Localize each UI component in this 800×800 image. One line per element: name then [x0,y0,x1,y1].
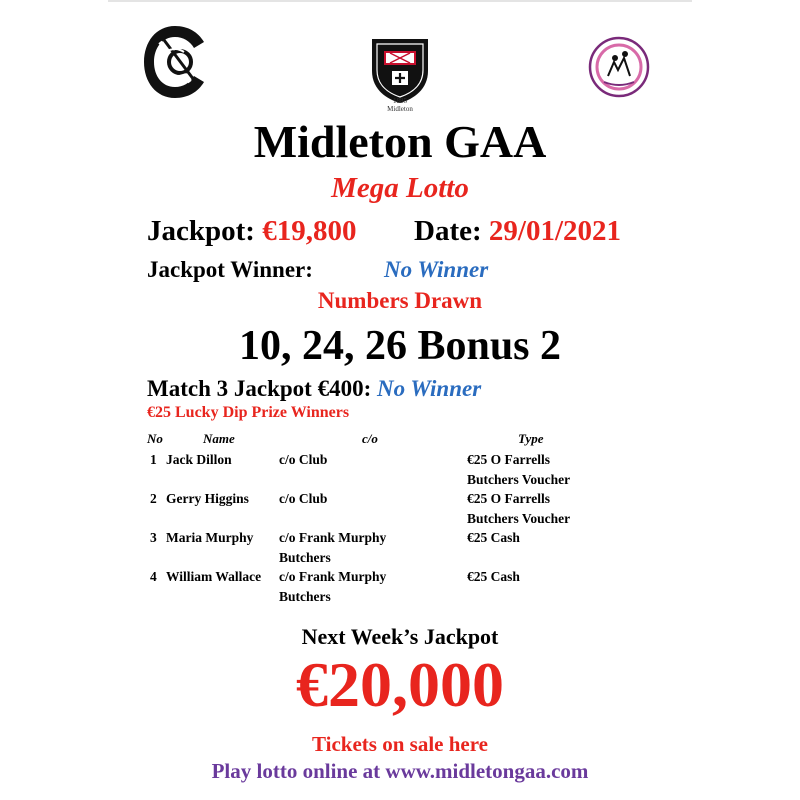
row-type [467,450,570,489]
row-co-line: c/o Frank Murphy [279,530,387,545]
camogie-club-badge [588,36,650,98]
tickets-text: Tickets on sale here [312,732,488,756]
row-type-line: €25 O Farrells [467,452,550,467]
camogie-association-logo [140,22,210,102]
match3-line [147,376,481,402]
col-header-name: Name [203,431,235,446]
crest-caption [366,97,434,113]
page-title: Midleton GAA [253,116,547,167]
row-type-line: Butchers Voucher [467,510,571,526]
jackpot-winner-label: Jackpot Winner: [147,257,313,282]
date-label: Date: [414,215,482,247]
row-co [279,489,327,509]
row-name: Jack Dillon [166,452,232,467]
row-type-line: €25 Cash [467,530,520,545]
col-header-type: Type [518,431,544,446]
row-type-line: Butchers Voucher [467,471,571,487]
match3-label: Match 3 Jackpot €400: [147,376,372,401]
crest-year: 1885 [393,97,407,105]
jackpot-line [147,215,356,248]
col-header-co: c/o [362,431,378,446]
row-type [467,567,520,587]
row-co-line: Butchers [279,588,331,604]
col-header-no: No [147,431,163,446]
row-no: 1 [150,452,157,467]
jackpot-label: Jackpot: [147,215,255,247]
row-co [279,450,327,470]
date-line [414,215,621,248]
row-no: 4 [150,569,157,584]
row-type-line: €25 Cash [467,569,520,584]
row-name: Maria Murphy [166,530,254,545]
row-name: Gerry Higgins [166,491,249,506]
row-type [467,528,520,548]
row-co-line: c/o Club [279,491,328,506]
numbers-drawn-value: 10, 24, 26 Bonus 2 [238,323,562,369]
crest-town: Midleton [387,105,413,113]
row-name: William Wallace [166,569,262,584]
next-week-amount: €20,000 [296,649,504,720]
row-co-line: Butchers [279,549,331,565]
match3-value: No Winner [376,376,482,401]
jackpot-winner-value: No Winner [384,257,489,282]
row-no: 3 [150,530,157,545]
row-co [279,528,386,567]
row-type-line: €25 O Farrells [467,491,550,506]
row-type [467,489,570,528]
row-co-line: c/o Club [279,452,328,467]
lucky-dip-title: €25 Lucky Dip Prize Winners [147,404,350,421]
top-border [108,0,692,2]
row-co [279,567,386,606]
play-online-link[interactable]: Play lotto online at www.midletongaa.com [211,759,589,783]
numbers-drawn-label: Numbers Drawn [317,288,483,313]
jackpot-value: €19,800 [262,215,357,247]
row-co-line: c/o Frank Murphy [279,569,387,584]
row-no: 2 [150,491,157,506]
next-week-label: Next Week’s Jackpot [301,624,499,649]
date-value: 29/01/2021 [488,215,622,247]
lotto-subtitle: Mega Lotto [331,172,469,204]
